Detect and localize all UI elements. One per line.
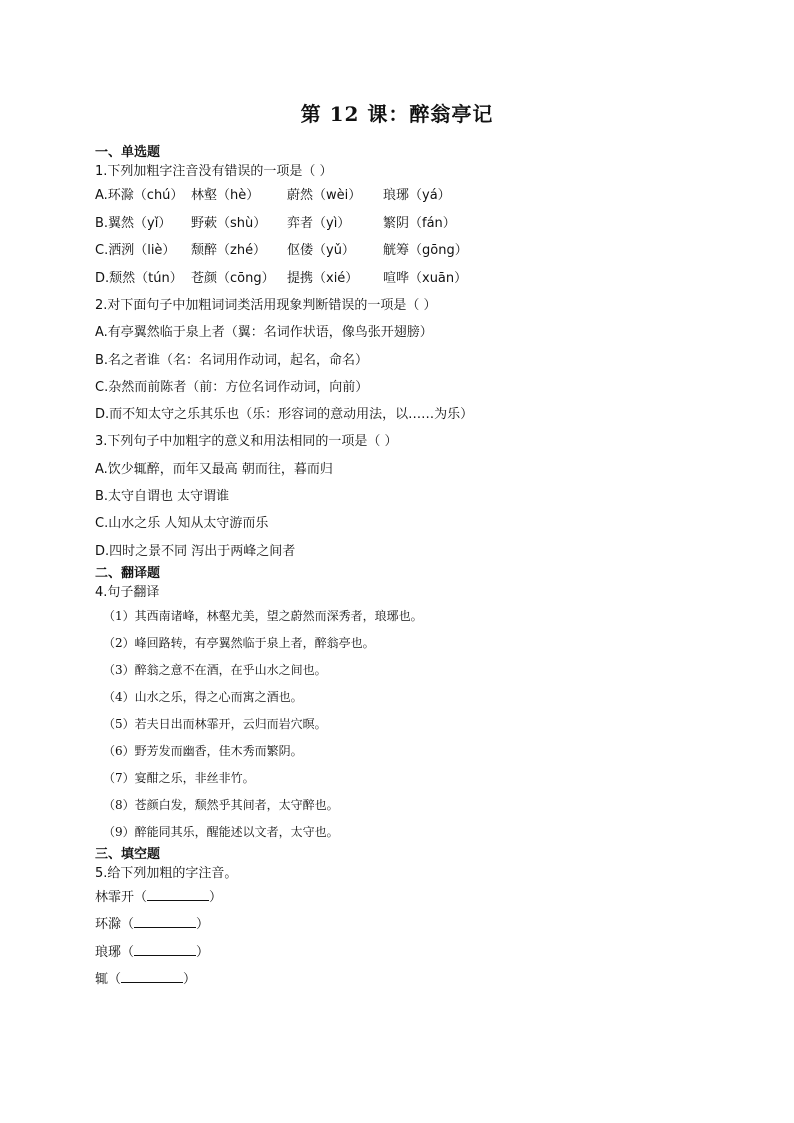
option-cell: 伛偻（yǔ）	[287, 243, 355, 258]
question-1-option-row	[95, 210, 735, 238]
fill-blank-word: 琅琊（	[95, 944, 135, 960]
question-1-option-row	[95, 237, 735, 265]
fill-blank-item	[95, 884, 735, 911]
translation-item: （2）峰回路转，有亭翼然临于泉上者，醉翁亭也。	[103, 635, 375, 650]
fill-blank-item	[95, 939, 735, 966]
option-cell: 弈者（yì）	[287, 215, 351, 231]
translation-item: （3）醉翁之意不在酒，在乎山水之间也。	[103, 662, 327, 677]
translation-item: （5）若夫日出而林霏开，云归而岩穴暝。	[103, 716, 327, 731]
question-3-option-a: A.饮少辄醉，而年又最高 朝而往，暮而归	[95, 461, 333, 477]
fill-blank-close: ）	[209, 889, 223, 905]
question-1-stem: 1.下列加粗字注音没有错误的一项是（ ）	[95, 164, 333, 179]
question-3-option-d: D.四时之景不同 泻出于两峰之间者	[95, 543, 296, 559]
question-5-stem: 5.给下列加粗的字注音。	[95, 865, 238, 881]
option-cell: 繁阴（fán）	[383, 215, 456, 231]
fill-blank-close: ）	[183, 971, 197, 987]
question-1-option-row	[95, 265, 735, 293]
fill-blank-word: 辄（	[95, 971, 122, 987]
worksheet-content	[95, 144, 735, 993]
option-cell: 野蔌（shù）	[191, 215, 267, 231]
answer-blank[interactable]	[121, 970, 183, 983]
option-cell: 琅琊（yá）	[383, 188, 451, 203]
answer-blank[interactable]	[134, 915, 196, 928]
section-heading-fill-blank: 三、填空题	[95, 846, 161, 862]
question-3-option-c: C.山水之乐 人知从太守游而乐	[95, 516, 269, 532]
option-cell: 颓醉（zhé）	[191, 243, 267, 258]
fill-blank-word: 环滁（	[95, 917, 135, 933]
option-cell: 蔚然（wèi）	[287, 188, 362, 203]
section-heading-single-choice: 一、单选题	[95, 145, 161, 160]
question-2-stem: 2.对下面句子中加粗词词类活用现象判断错误的一项是（ ）	[95, 298, 437, 313]
option-cell: D.颓然（tún）	[95, 270, 183, 286]
translation-item: （9）醉能同其乐，醒能述以文者，太守也。	[103, 824, 339, 839]
question-2-option-b: B.名之者谁（名：名词用作动词，起名，命名）	[95, 352, 369, 368]
option-cell: 苍颜（cōng）	[191, 270, 275, 286]
translation-item: （4）山水之乐，得之心而寓之酒也。	[103, 689, 303, 704]
translation-item: （6）野芳发而幽香，佳木秀而繁阴。	[103, 743, 303, 758]
page-title: 第 12 课：醉翁亭记	[300, 102, 494, 126]
fill-blank-close: ）	[196, 917, 210, 933]
question-3-option-b: B.太守自谓也 太守谓谁	[95, 489, 230, 505]
question-1-options	[95, 182, 735, 292]
option-cell: C.洒洌（liè）	[95, 243, 176, 258]
option-cell: B.翼然（yǐ）	[95, 215, 172, 231]
question-1-option-row	[95, 182, 735, 210]
question-2-option-c: C.杂然而前陈者（前：方位名词作动词，向前）	[95, 379, 369, 395]
fill-blank-close: ）	[196, 944, 210, 960]
translation-item: （1）其西南诸峰，林壑尤美，望之蔚然而深秀者，琅琊也。	[103, 608, 423, 623]
question-2-option-d: D.而不知太守之乐其乐也（乐：形容词的意动用法，以……为乐）	[95, 407, 474, 423]
answer-blank[interactable]	[147, 888, 209, 901]
fill-blank-item	[95, 911, 735, 938]
answer-blank[interactable]	[134, 943, 196, 956]
option-cell: 林壑（hè）	[191, 188, 260, 203]
question-2-option-a: A.有亭翼然临于泉上者（翼：名词作状语，像鸟张开翅膀）	[95, 325, 433, 341]
translation-item: （7）宴酣之乐，非丝非竹。	[103, 770, 255, 785]
fill-blank-word: 林霏开（	[95, 889, 148, 905]
option-cell: 提携（xié）	[287, 270, 359, 286]
question-4-stem: 4.句子翻译	[95, 584, 160, 600]
fill-blank-item	[95, 966, 735, 993]
question-3-stem: 3.下列句子中加粗字的意义和用法相同的一项是（ ）	[95, 434, 398, 450]
section-heading-translation: 二、翻译题	[95, 565, 161, 581]
option-cell: A.环滁（chú）	[95, 188, 184, 203]
translation-item: （8）苍颜白发，颓然乎其间者，太守醉也。	[103, 797, 339, 812]
option-cell: 觥筹（gōng）	[383, 243, 468, 258]
option-cell: 喧哗（xuān）	[383, 270, 468, 286]
